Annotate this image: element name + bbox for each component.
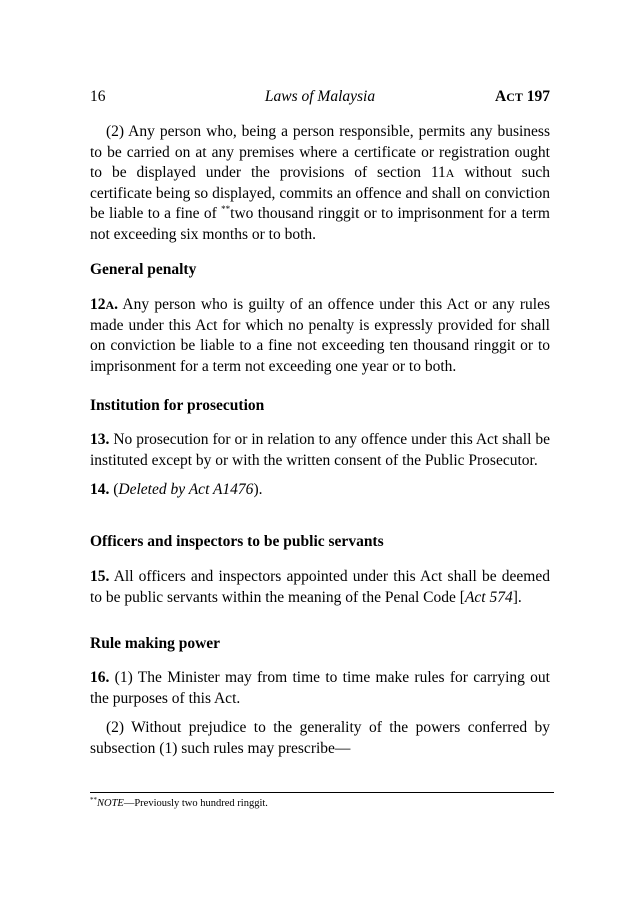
paragraph-subsection-2: (2) Any person who, being a person responsible, permits any business to be carried on at any premises where a certificate or registration ought to be displayed under the provisions of section 11A without such certificate being so displayed, commits an offence and shall on conviction be liable to a fine of **two thousand ringgit or to imprisonment for a term not exceeding six months or to both. (90, 123, 550, 243)
heading-rule-making-power: Rule making power (90, 635, 221, 652)
footnote-marker: ** (221, 204, 231, 214)
footnote: **NOTE—Previously two hundred ringgit. (90, 796, 268, 809)
section-number: 16. (90, 669, 110, 686)
act-number: ACT 197 (495, 88, 550, 105)
footnote-mark: ** (90, 796, 97, 804)
page-header (90, 88, 550, 108)
page-number: 16 (90, 88, 106, 105)
section-12a: 12A. Any person who is guilty of an offence under this Act or any rules made under this Act for which no penalty is expressly provided for shall on conviction be liable to a fine not exceeding ten thousand ringgit or to imprisonment for a term not exceeding one year or to both. (90, 296, 550, 375)
section-number: 15. (90, 568, 110, 585)
section-13: 13. No prosecution for or in relation to any offence under this Act shall be instituted except by or with the written consent of the Public Prosecutor. (90, 431, 550, 469)
section-15: 15. All officers and inspectors appointed under this Act shall be deemed to be public servants within the meaning of the Penal Code [Act 574]. (90, 568, 550, 606)
footnote-divider (90, 792, 554, 793)
section-number: 12A. (90, 296, 119, 313)
section-16-subsection-1: 16. (1) The Minister may from time to time make rules for carrying out the purposes of this Act. (90, 669, 550, 707)
heading-general-penalty: General penalty (90, 261, 197, 278)
heading-institution-for-prosecution: Institution for prosecution (90, 397, 265, 414)
section-16-subsection-2: (2) Without prejudice to the generality of the powers conferred by subsection (1) such rules may prescribe— (90, 719, 550, 757)
section-number: 13. (90, 431, 110, 448)
heading-officers-and-inspectors: Officers and inspectors to be public servants (90, 533, 384, 550)
running-title: Laws of Malaysia (264, 88, 376, 105)
section-number: 14. (90, 481, 110, 498)
section-14: 14. (Deleted by Act A1476). (90, 481, 263, 498)
